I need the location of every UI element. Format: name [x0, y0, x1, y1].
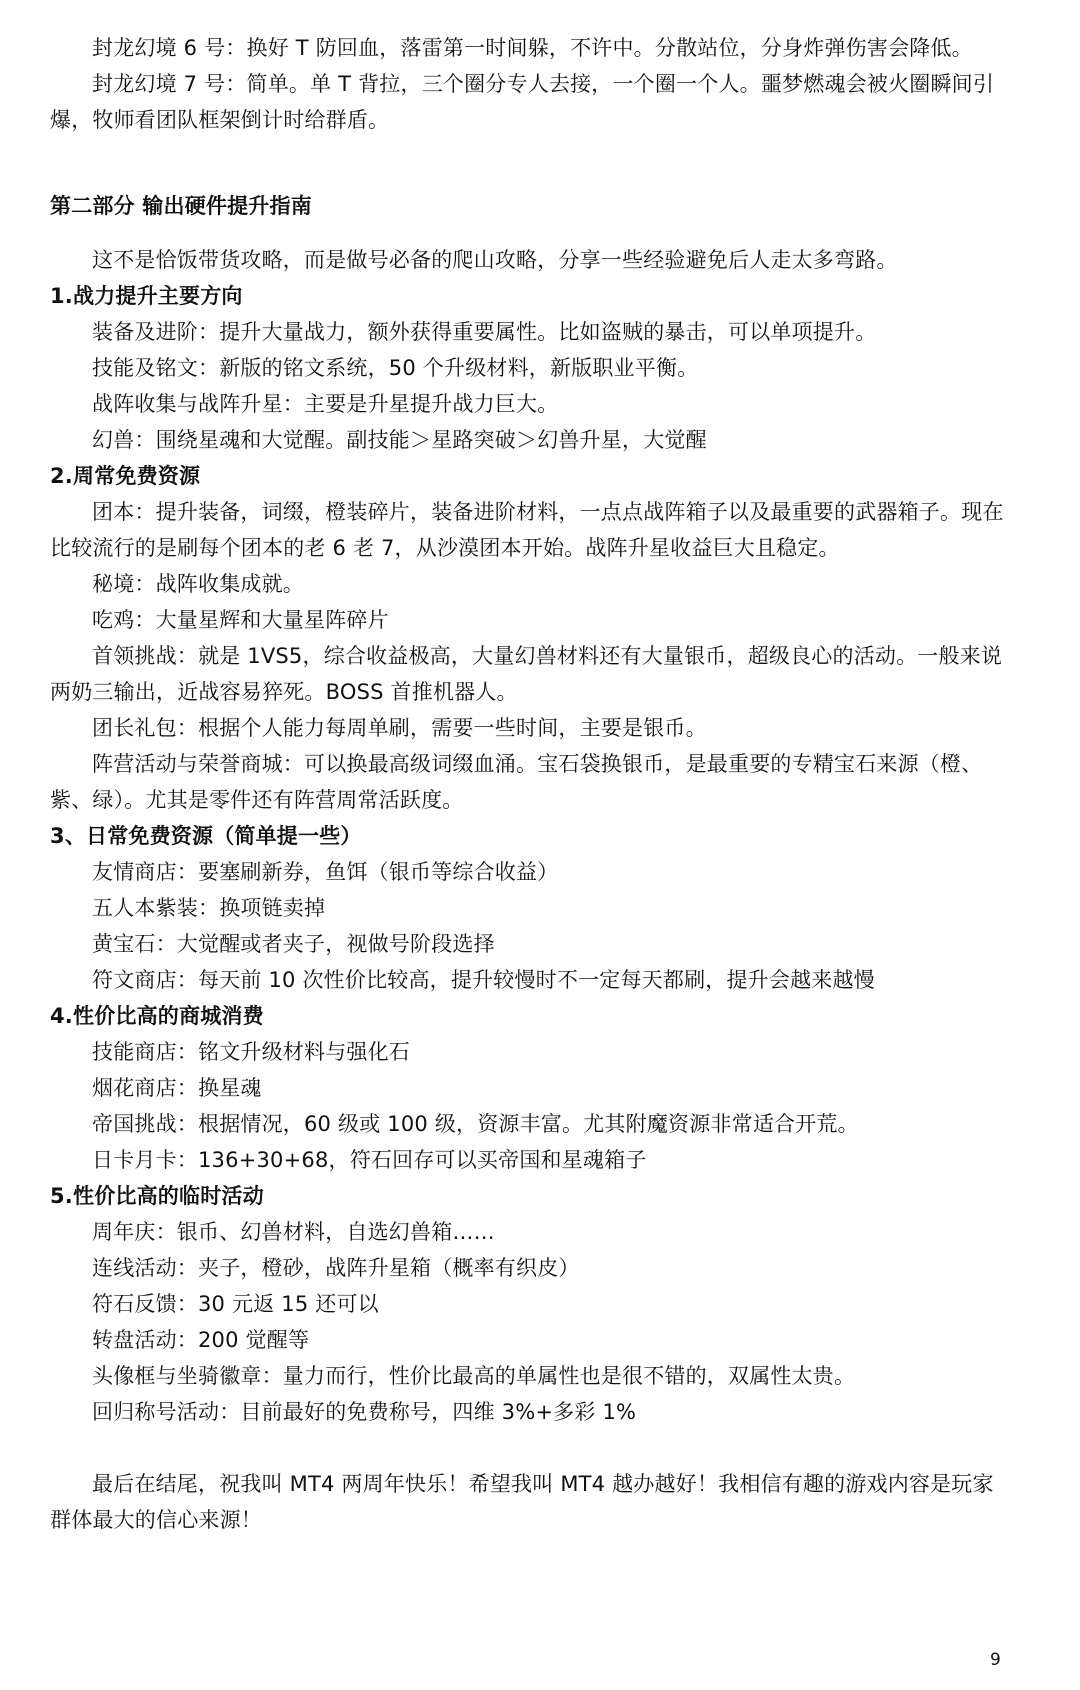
section-title: 第二部分 输出硬件提升指南	[50, 194, 312, 218]
list-item: 幻兽：围绕星魂和大觉醒。副技能＞星路突破＞幻兽升星，大觉醒	[92, 428, 707, 452]
page-number: 9	[990, 1650, 1001, 1670]
paragraph-fenglong-6: 封龙幻境 6 号：换好 T 防回血，落雷第一时间躲，不许中。分散站位，分身炸弹伤害会降低。	[92, 36, 973, 60]
paragraph-fenglong-7: 封龙幻境 7 号：简单。单 T 背拉，三个圈分专人去接，一个圈一个人。噩梦燃魂会被火圈瞬间引爆，牧师看团队框架倒计时给群盾。	[50, 72, 995, 132]
heading-combat-power: 1.战力提升主要方向	[50, 284, 243, 308]
list-item: 连线活动：夹子，橙砂，战阵升星箱（概率有织皮）	[92, 1256, 580, 1280]
list-item: 装备及进阶：提升大量战力，额外获得重要属性。比如盗贼的暴击，可以单项提升。	[92, 320, 877, 344]
closing-paragraph: 最后在结尾，祝我叫 MT4 两周年快乐！希望我叫 MT4 越办越好！我相信有趣的游戏内容是玩家群体最大的信心来源！	[50, 1472, 994, 1532]
list-item: 回归称号活动：目前最好的免费称号，四维 3%+多彩 1%	[92, 1400, 637, 1424]
list-item: 技能及铭文：新版的铭文系统，50 个升级材料，新版职业平衡。	[92, 356, 699, 380]
heading-daily-free-resources: 3、日常免费资源（简单提一些）	[50, 824, 362, 848]
list-item: 五人本紫装：换项链卖掉	[92, 896, 326, 920]
list-item: 首领挑战：就是 1VS5，综合收益极高，大量幻兽材料还有大量银币，超级良心的活动。一般来说两奶三输出，近战容易猝死。BOSS 首推机器人。	[50, 644, 1003, 704]
list-item: 团长礼包：根据个人能力每周单刷，需要一些时间，主要是银币。	[92, 716, 707, 740]
heading-shop-spending: 4.性价比高的商城消费	[50, 1004, 264, 1028]
list-item: 符文商店：每天前 10 次性价比较高，提升较慢时不一定每天都刷，提升会越来越慢	[92, 968, 875, 992]
list-item: 阵营活动与荣誉商城：可以换最高级词缀血涌。宝石袋换银币，是最重要的专精宝石来源（橙、紫、绿）。尤其是零件还有阵营周常活跃度。	[50, 752, 983, 812]
list-item: 帝国挑战：根据情况，60 级或 100 级，资源丰富。尤其附魔资源非常适合开荒。	[92, 1112, 859, 1136]
list-item: 友情商店：要塞刷新券，鱼饵（银币等综合收益）	[92, 860, 559, 884]
list-item: 日卡月卡：136+30+68，符石回存可以买帝国和星魂箱子	[92, 1148, 647, 1172]
list-item: 符石反馈：30 元返 15 还可以	[92, 1292, 379, 1316]
list-item: 烟花商店：换星魂	[92, 1076, 262, 1100]
list-item: 团本：提升装备，词缀，橙装碎片，装备进阶材料，一点点战阵箱子以及最重要的武器箱子。现在比较流行的是刷每个团本的老 6 老 7，从沙漠团本开始。战阵升星收益巨大且稳定。	[50, 500, 1004, 560]
list-item: 秘境：战阵收集成就。	[92, 572, 304, 596]
page-content	[50, 30, 1005, 1538]
list-item: 技能商店：铭文升级材料与强化石	[92, 1040, 410, 1064]
list-item: 头像框与坐骑徽章：量力而行，性价比最高的单属性也是很不错的，双属性太贵。	[92, 1364, 856, 1388]
list-item: 周年庆：银币、幻兽材料，自选幻兽箱……	[92, 1220, 495, 1244]
list-item: 黄宝石：大觉醒或者夹子，视做号阶段选择	[92, 932, 495, 956]
intro-paragraph: 这不是恰饭带货攻略，而是做号必备的爬山攻略，分享一些经验避免后人走太多弯路。	[92, 248, 898, 272]
list-item: 转盘活动：200 觉醒等	[92, 1328, 310, 1352]
heading-limited-events: 5.性价比高的临时活动	[50, 1184, 264, 1208]
heading-weekly-free-resources: 2.周常免费资源	[50, 464, 201, 488]
list-item: 吃鸡：大量星辉和大量星阵碎片	[92, 608, 389, 632]
list-item: 战阵收集与战阵升星：主要是升星提升战力巨大。	[92, 392, 559, 416]
